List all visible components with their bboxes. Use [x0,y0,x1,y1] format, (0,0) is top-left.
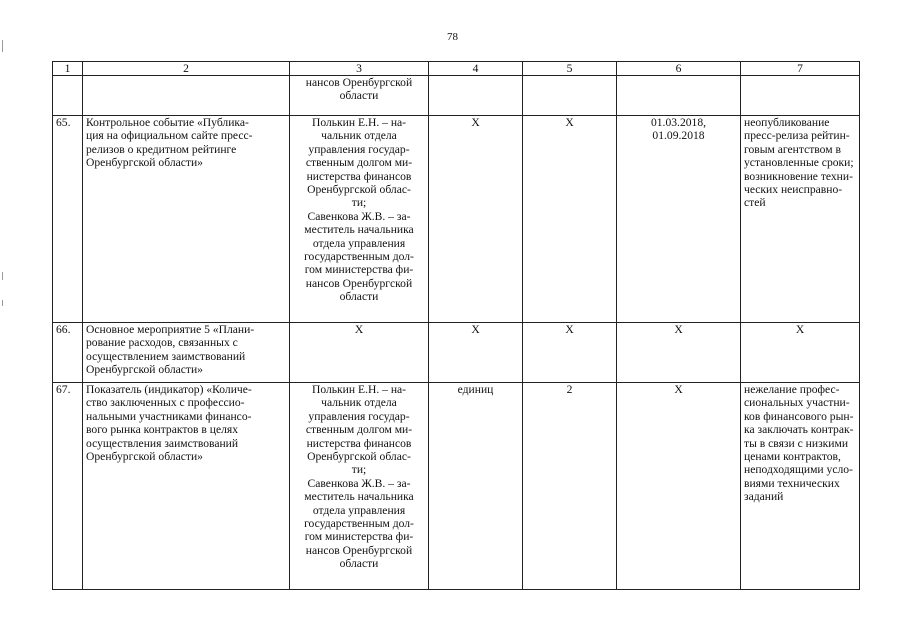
row-col5: Х [523,116,617,323]
row-responsible: Полькин Е.Н. – на- чальник отдела управления государ- ственным долгом ми- нистерства финансов Оренбургской облас- ти; Савенкова Ж.В. – за- меститель начальника отдела управления государственным дол- гом министерства фи- нансов Оренбургской области [290,116,429,323]
cell-empty [53,76,83,116]
row-col7: нежелание профес- сиональных участни- ков финансового рын- ка заключать контрак- ты в связи с низкими ценами контрактов, неподходящими усло- виями технических заданий [741,383,860,590]
row-col6: 01.03.2018, 01.09.2018 [617,116,741,323]
row-responsible: Х [290,323,429,383]
table-row-continuation [53,76,860,116]
header-col-5: 5 [523,62,617,76]
row-col6: Х [617,323,741,383]
row-number: 67. [53,383,83,590]
cell-empty [523,76,617,116]
table-row-65 [53,116,860,323]
cell-empty [741,76,860,116]
row-col4: Х [429,323,523,383]
header-col-7: 7 [741,62,860,76]
row-name: Основное мероприятие 5 «Плани- рование расходов, связанных с осуществлением заимствований Оренбургской области» [83,323,290,383]
header-col-6: 6 [617,62,741,76]
header-col-3: 3 [290,62,429,76]
header-col-4: 4 [429,62,523,76]
row-col7: неопубликование пресс-релиза рейтин- говым агентством в установленные сроки; возникновение техни- ческих неисправно- стей [741,116,860,323]
table-row-66 [53,323,860,383]
header-col-1: 1 [53,62,83,76]
row-col5: 2 [523,383,617,590]
row-col6: Х [617,383,741,590]
row-col5: Х [523,323,617,383]
header-col-2: 2 [83,62,290,76]
row-responsible: Полькин Е.Н. – на- чальник отдела управления государ- ственным долгом ми- нистерства финансов Оренбургской облас- ти; Савенкова Ж.В. – за- меститель начальника отдела управления государственным дол- гом министерства фи- нансов Оренбургской области [290,383,429,590]
row-col4: единиц [429,383,523,590]
row-col4: Х [429,116,523,323]
row-col7: Х [741,323,860,383]
cell-empty [617,76,741,116]
scan-margin-mark-3 [2,300,3,306]
table-row-67 [53,383,860,590]
table-header-row [53,62,860,76]
row-number: 65. [53,116,83,323]
page-number: 78 [447,31,458,43]
cell-empty [83,76,290,116]
cell-responsible-continuation: нансов Оренбургской области [290,76,429,116]
row-name: Показатель (индикатор) «Количе- ство заключенных с профессио- нальными участниками финансо- вого рынка контрактов в целях осуществления заимствований Оренбургской области» [83,383,290,590]
row-name: Контрольное событие «Публика- ция на официальном сайте пресс- релизов о кредитном рейтинге Оренбургской области» [83,116,290,323]
scan-margin-mark-2 [2,272,3,280]
document-table [52,61,860,590]
cell-empty [429,76,523,116]
row-number: 66. [53,323,83,383]
